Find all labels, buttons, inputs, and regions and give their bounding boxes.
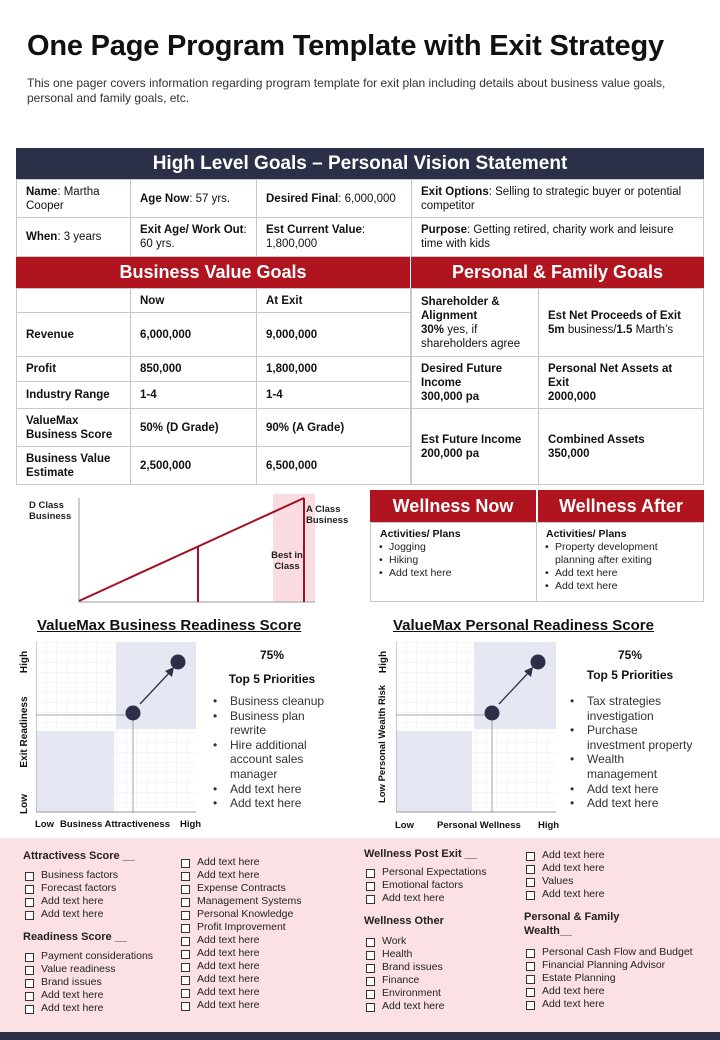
list-item: • Add text here [568,782,694,797]
best-in-class-label: Best in Class [271,550,303,572]
list-item: • Property development planning after exiting [537,541,687,567]
name-cell: Name: Martha Cooper [17,180,131,218]
checklist-item: Add text here [524,849,714,862]
table-row: Profit 850,000 1,800,000 [17,357,411,382]
checklist-item: Financial Planning Advisor [524,959,714,972]
x-axis-low: Low [395,820,414,831]
list-item: • Business cleanup [211,694,339,709]
y-axis-low: Low [19,794,30,814]
checklist-item: Add text here [179,999,339,1012]
when-cell: When: 3 years [17,218,131,257]
list-item: • Hire additional account sales manager [211,738,339,782]
checklist-item: Add text here [179,986,339,999]
checklist-column-2 [179,856,339,1012]
checklist-item: Add text here [524,998,714,1011]
checklist-item: Add text here [179,934,339,947]
personal-priorities-title: Top 5 Priorities [586,668,674,682]
readiness-heading: Readiness Score __ [23,931,127,943]
checklist-item: Personal Expectations [364,866,524,879]
list-item: • Add text here [211,796,339,811]
checklist-item: Health [364,948,524,961]
attractiveness-heading: Attractivess Score __ [23,850,135,862]
wellness-other-heading: Wellness Other [364,915,444,927]
y-axis-label: Low Personal Wealth Risk [377,684,388,804]
page-title: One Page Program Template with Exit Strategy [27,30,664,62]
y-axis-label: Exit Readiness [19,696,30,768]
current-score-dot [126,706,141,721]
target-score-dot [171,655,186,670]
est-current-cell: Est Current Value: 1,800,000 [257,218,412,257]
est-future-income-cell: Est Future Income 200,000 pa [412,409,539,485]
business-value-header: Business Value Goals [16,257,410,288]
personal-family-wealth-heading: Personal & Family Wealth__ [524,911,620,937]
checklist-item: Work [364,935,524,948]
checklist-item: Value readiness [23,963,173,976]
checklist-item: Finance [364,974,524,987]
checklist-item: Brand issues [23,976,173,989]
wellness-post-exit-heading: Wellness Post Exit __ [364,848,477,860]
col-at-exit: At Exit [257,289,411,313]
y-axis-high: High [378,650,389,674]
checklist-item: Business factors [23,869,173,882]
list-item: • Jogging [371,541,536,554]
personal-family-table [411,288,704,485]
checklist-item: Add text here [179,947,339,960]
a-class-label: A Class Business [306,504,349,526]
checklist-item: Personal Cash Flow and Budget [524,946,714,959]
business-priorities-title: Top 5 Priorities [228,672,316,686]
list-item: • Wealth management [568,752,694,781]
wellness-now-list [371,541,536,580]
business-priorities-list [211,694,339,811]
x-axis-label: Business Attractiveness [60,819,171,830]
checklist-item: Add text here [364,892,524,905]
list-item: • Add text here [211,782,339,797]
checklist-item: Payment considerations [23,950,173,963]
checklist-item: Add text here [179,960,339,973]
wellness-now-header: Wellness Now [370,490,536,522]
x-axis-high: High [538,820,560,831]
desired-future-income-cell: Desired Future Income 300,000 pa [412,357,539,409]
checklist-item: Personal Knowledge [179,908,339,921]
exit-options-cell: Exit Options: Selling to strategic buyer or potential competitor [412,180,704,218]
personal-family-header: Personal & Family Goals [411,257,704,288]
table-row: Business Value Estimate 2,500,000 6,500,000 [17,447,411,485]
list-item: • Hiking [371,554,536,567]
business-value-table [16,288,411,485]
checklist-item: Add text here [23,895,173,908]
list-item: • Add text here [371,567,536,580]
y-axis-high: High [19,650,30,674]
checklist-item: Estate Planning [524,972,714,985]
list-item: • Add text here [537,580,687,593]
checklist-item: Environment [364,987,524,1000]
table-row: Industry Range 1-4 1-4 [17,382,411,409]
table-row: Revenue 6,000,000 9,000,000 [17,313,411,357]
desired-final-cell: Desired Final: 6,000,000 [257,180,412,218]
checklist-item: Add text here [179,869,339,882]
checklist-item: Add text here [179,856,339,869]
current-score-dot [485,706,500,721]
personal-wealth-section [524,849,714,1011]
list-item: • Tax strategies investigation [568,694,694,723]
table-row: ValueMax Business Score 50% (D Grade) 90% (A Grade) [17,409,411,447]
col-now: Now [131,289,257,313]
list-item: • Add text here [537,567,687,580]
footer-bar [0,1032,720,1040]
checklist-item: Add text here [524,862,714,875]
checklist-item: Add text here [524,888,714,901]
personal-priorities-list [568,694,694,811]
shareholder-cell: Shareholder & Alignment 30% yes, if shareholders agree [412,289,539,357]
age-cell: Age Now: 57 yrs. [131,180,257,218]
personal-net-assets-cell: Personal Net Assets at Exit 2000,000 [539,357,704,409]
purpose-cell: Purpose: Getting retired, charity work and leisure time with kids [412,218,704,257]
x-axis-low: Low [35,819,54,830]
est-net-proceeds-cell: Est Net Proceeds of Exit 5m business/1.5 Marth’s [539,289,704,357]
checklist-item: Add text here [364,1000,524,1013]
wellness-after-box: Activities/ Plans • Property development planning after exiting • Add text here • Add text here [536,522,704,602]
list-item: • Add text here [568,796,694,811]
wellness-after-header: Wellness After [538,490,704,522]
checklist-item: Management Systems [179,895,339,908]
checklist-item: Expense Contracts [179,882,339,895]
d-class-label: D Class Business [29,500,72,522]
wellness-after-list [537,541,687,593]
checklist-item: Add text here [23,989,173,1002]
personal-readiness-title: ValueMax Personal Readiness Score [393,617,654,634]
business-readiness-title: ValueMax Business Readiness Score [37,617,302,634]
high-level-goals-header: High Level Goals – Personal Vision Statement [16,148,704,179]
business-readiness-matrix [36,642,198,814]
checklist-item: Add text here [23,908,173,921]
target-score-dot [531,655,546,670]
wellness-checklist-section [364,847,524,1013]
wellness-now-box: Activities/ Plans • Jogging • Hiking • Add text here [370,522,537,602]
checklist-item: Profit Improvement [179,921,339,934]
x-axis-high: High [180,819,202,830]
attractiveness-section [23,849,173,1015]
x-axis-label: Personal Wellness [437,820,521,831]
list-item: • Purchase investment property [568,723,694,752]
personal-readiness-matrix [396,642,558,814]
combined-assets-cell: Combined Assets 350,000 [539,409,704,485]
checklist-item: Values [524,875,714,888]
page-subtitle: This one pager covers information regarding program template for exit plan including details about business value goals, personal and family goals, etc. [27,76,666,105]
checklist-item: Forecast factors [23,882,173,895]
checklist-item: Add text here [23,1002,173,1015]
checklist-item: Add text here [179,973,339,986]
exit-age-cell: Exit Age/ Work Out: 60 yrs. [131,218,257,257]
list-item: • Business plan rewrite [211,709,339,738]
checklist-item: Add text here [524,985,714,998]
checklist-item: Emotional factors [364,879,524,892]
checklist-item: Brand issues [364,961,524,974]
high-level-goals-table [16,179,704,257]
business-score: 75% [259,648,285,662]
personal-score: 75% [617,648,643,662]
